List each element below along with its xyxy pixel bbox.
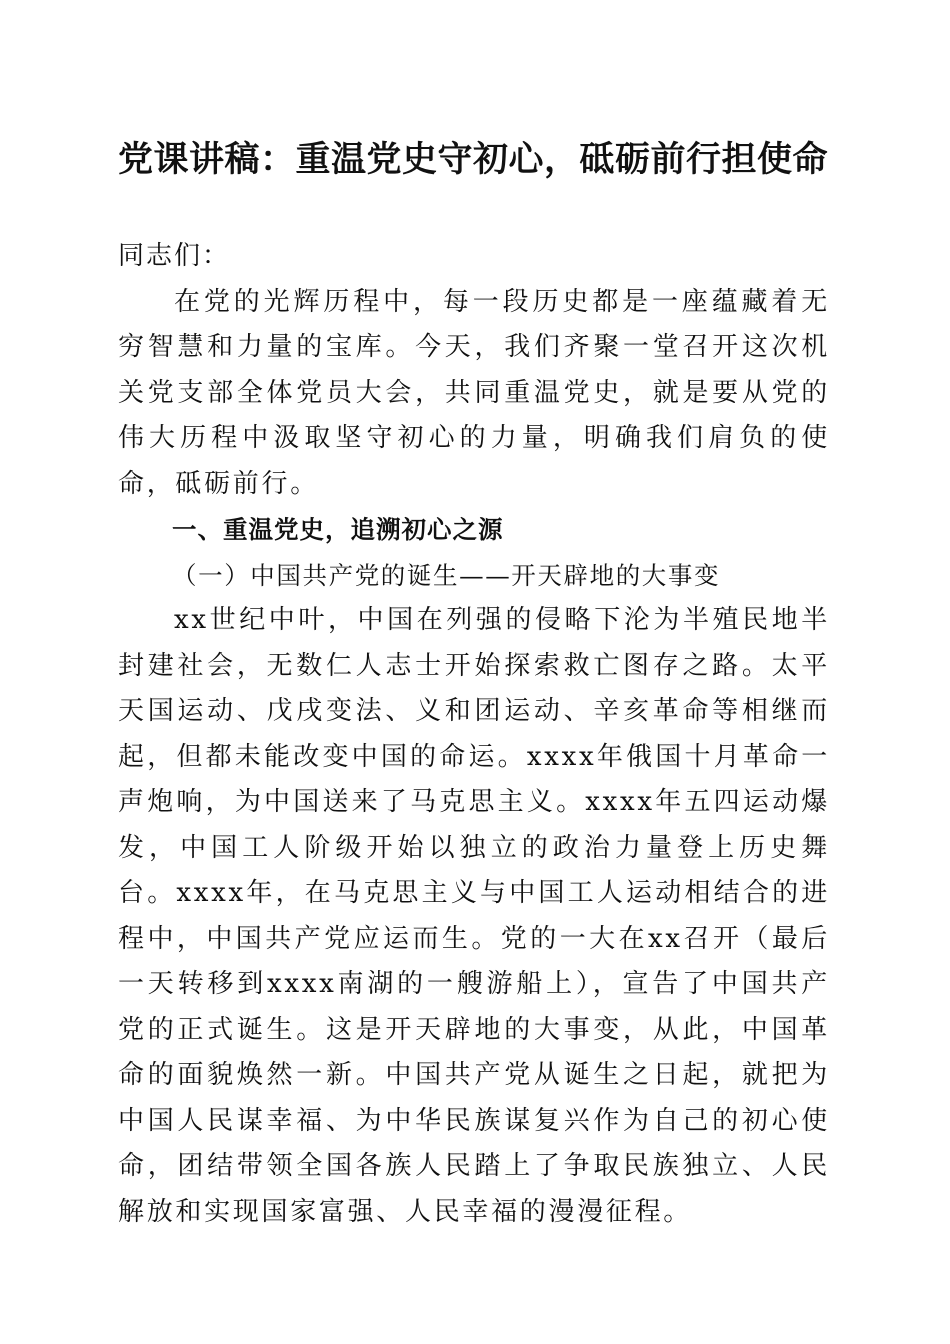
document-title: 党课讲稿：重温党史守初心，砥砺前行担使命 <box>118 140 829 180</box>
body-paragraph: xx世纪中叶，中国在列强的侵略下沦为半殖民地半封建社会，无数仁人志士开始探索救亡图存之路。太平天国运动、戊戌变法、义和团运动、辛亥革命等相继而起，但都未能改变中国的命运。xxxx年俄国十月革命一声炮响，为中国送来了马克思主义。xxxx年五四运动爆发，中国工人阶级开始以独立的政治力量登上历史舞台。xxxx年，在马克思主义与中国工人运动相结合的进程中，中国共产党应运而生。党的一大在xx召开（最后一天转移到xxxx南湖的一艘游船上），宣告了中国共产党的正式诞生。这是开天辟地的大事变，从此，中国革命的面貌焕然一新。中国共产党从诞生之日起，就把为中国人民谋幸福、为中华民族谋复兴作为自己的初心使命，团结带领全国各族人民踏上了争取民族独立、人民解放和实现国家富强、人民幸福的漫漫征程。 <box>118 605 830 1227</box>
section-heading: 一、重温党史，追溯初心之源 <box>172 515 504 544</box>
intro-paragraph: 在党的光辉历程中，每一段历史都是一座蕴藏着无穷智慧和力量的宝库。今天，我们齐聚一堂召开这次机关党支部全体党员大会，共同重温党史，就是要从党的伟大历程中汲取坚守初心的力量，明确我们肩负的使命，砥砺前行。 <box>118 286 830 499</box>
subsection-heading: （一）中国共产党的诞生——开天辟地的大事变 <box>172 560 721 590</box>
salutation: 同志们： <box>118 241 231 271</box>
document-body <box>118 234 830 1235</box>
